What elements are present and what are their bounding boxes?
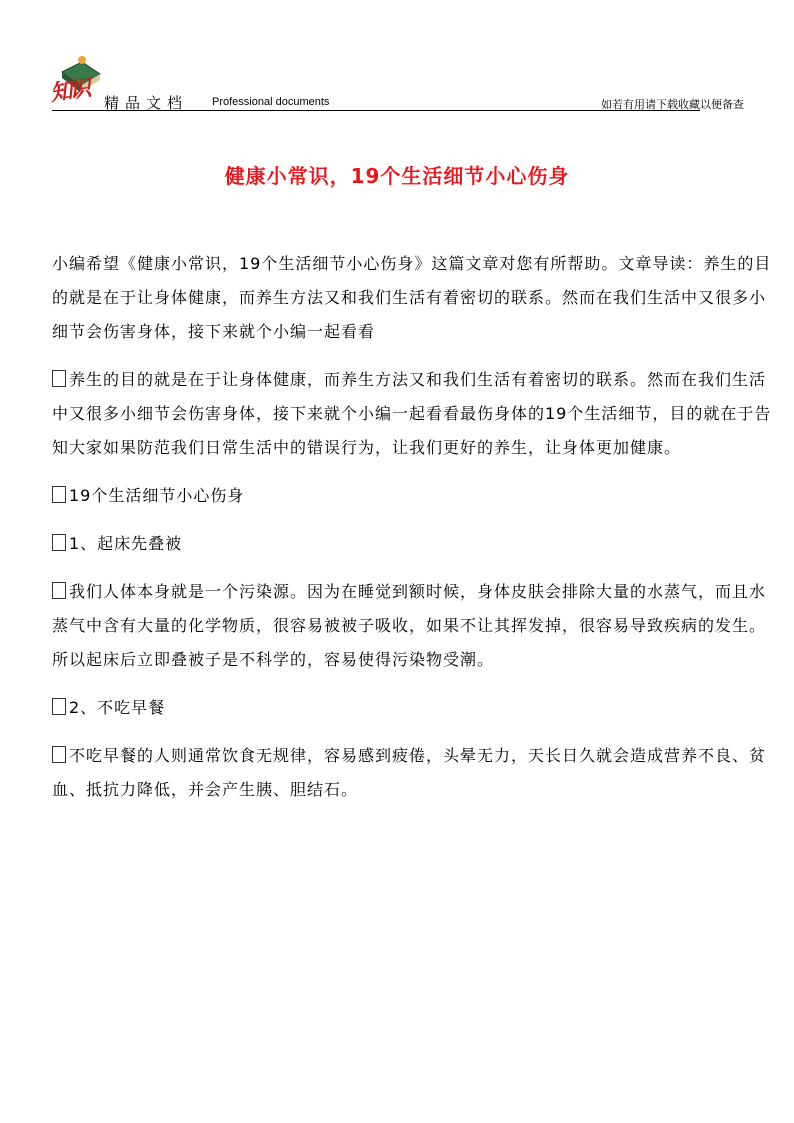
paragraph-text: 我们人体本身就是一个污染源。因为在睡觉到额时候，身体皮肤会排除大量的水蒸气，而且水蒸气中含有大量的化学物质，很容易被被子吸收，如果不让其挥发掉，很容易导致疾病的发生。所以起床后立即叠被子是不科学的，容易使得污染物受潮。	[52, 582, 767, 669]
page-header	[48, 52, 752, 112]
paragraph-text: 19个生活细节小心伤身	[69, 486, 245, 505]
paragraph-text: 养生的目的就是在于让身体健康，而养生方法又和我们生活有着密切的联系。然而在我们生活中又很多小细节会伤害身体，接下来就个小编一起看看最伤身体的19个生活细节，目的就在于告知大家如果防范我们日常生活中的错误行为，让我们更好的养生，让身体更加健康。	[52, 370, 772, 457]
paragraph-intro	[52, 247, 772, 349]
checkbox-glyph-icon	[52, 582, 66, 599]
checkbox-glyph-icon	[52, 534, 66, 551]
paragraph-text: 1、起床先叠被	[69, 534, 183, 553]
checkbox-glyph-icon	[52, 698, 66, 715]
paragraph-overview	[52, 363, 772, 465]
paragraph-text: 2、不吃早餐	[69, 698, 166, 717]
logo-text: 知识	[48, 75, 90, 107]
checkbox-glyph-icon	[52, 486, 66, 503]
paragraph-text: 小编希望《健康小常识，19个生活细节小心伤身》这篇文章对您有所帮助。文章导读：养生的目的就是在于让身体健康，而养生方法又和我们生活有着密切的联系。然而在我们生活中又很多小细节会伤害身体，接下来就个小编一起看看	[52, 254, 772, 341]
section-heading	[52, 479, 772, 513]
document-body	[52, 247, 772, 821]
item-body-2	[52, 739, 772, 807]
checkbox-glyph-icon	[52, 370, 66, 387]
logo	[48, 52, 104, 108]
download-note: 如若有用请下载收藏以便备查	[601, 98, 744, 111]
checkbox-glyph-icon	[52, 746, 66, 763]
item-body-1	[52, 575, 772, 677]
document-title: 健康小常识，19个生活细节小心伤身	[224, 164, 570, 188]
item-heading-2	[52, 691, 772, 725]
item-heading-1	[52, 527, 772, 561]
header-divider	[52, 110, 700, 111]
paragraph-text: 不吃早餐的人则通常饮食无规律，容易感到疲倦，头晕无力，天长日久就会造成营养不良、贫血、抵抗力降低，并会产生胰、胆结石。	[52, 746, 767, 799]
brand-label: 精品文档	[104, 94, 189, 112]
brand-subtitle: Professional documents	[212, 96, 330, 108]
